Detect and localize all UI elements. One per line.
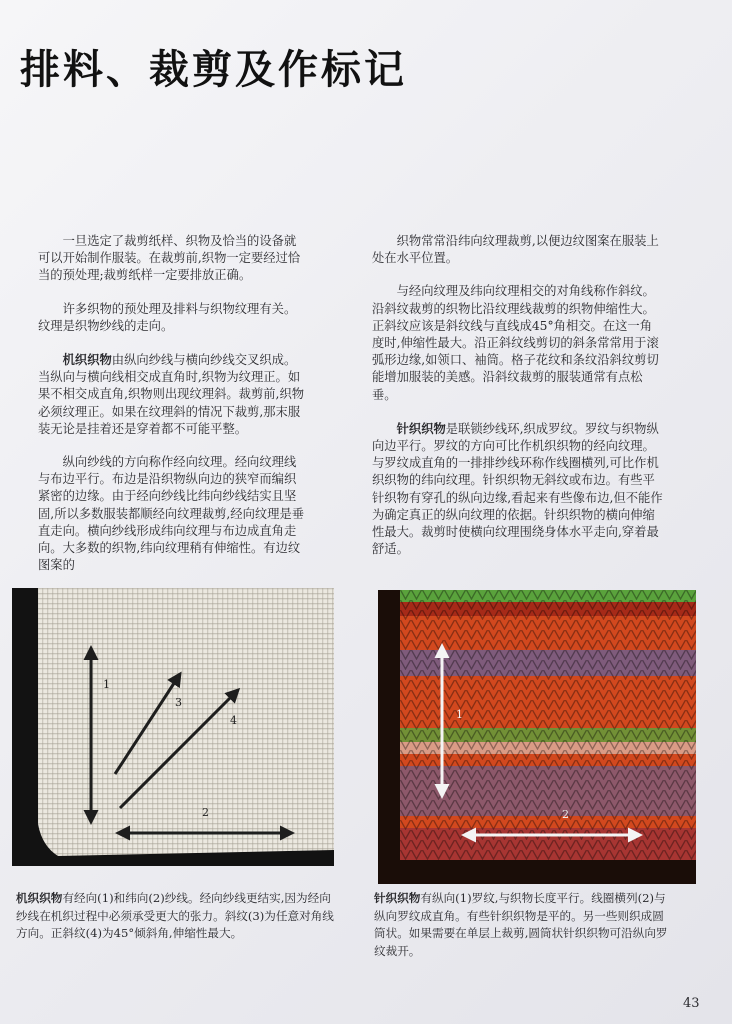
bias-paragraph: 与经向纹理及纬向纹理相交的对角线称作斜纹。沿斜纹裁剪的织物比沿纹理线裁剪的织物伸缩性大。正斜纹应该是斜纹线与直线成45°角相交。在这一角度时,伸缩性最大。沿正斜纹线剪切的斜条常常用于滚弧形边缘,如领口、袖筒。格子花纹和条纹沿斜纹剪切能增加服装的美感。沿斜纹裁剪的服装通常有点松垂。	[372, 284, 659, 402]
woven-caption-text: 有经向(1)和纬向(2)纱线。经向纱线更结实,因为经向纱线在机织过程中必须承受更大的张力。斜纹(3)为任意对角线方向。正斜纹(4)为45°倾斜角,伸缩性最大。	[16, 891, 334, 940]
woven-label-4: 4	[230, 714, 237, 727]
knit-paragraph	[372, 420, 664, 559]
knit-fabric-image	[378, 590, 696, 884]
lengthwise-paragraph: 纵向纱线的方向称作经向纹理。经向纹理线与布边平行。布边是沿织物纵向边的狭窄而编织紧密的边缘。由于经向纱线比纬向纱线结实且坚固,所以多数服装都顺经向纹理裁剪,经向纹理是垂直走向。横向纱线形成纬向纹理与布边成直角走向。大多数的织物,纬向纹理稍有伸缩性。有边纹图案的	[38, 455, 305, 573]
woven-label-3: 3	[175, 696, 182, 709]
knit-label-2: 2	[562, 808, 569, 821]
knit-caption	[374, 890, 670, 960]
woven-fabric-image	[12, 588, 334, 866]
knit-caption-text: 有纵向(1)罗纹,与织物长度平行。线圈横列(2)与纵向罗纹成直角。有些针织织物是平的。另一些则织成圆筒状。如果需要在单层上裁剪,圆筒状针织织物可沿纵向罗纹裁开。	[374, 891, 668, 958]
right-text-column	[372, 233, 664, 574]
knit-term: 针织织物	[396, 420, 446, 436]
border-print-paragraph: 织物常常沿纬向纹理裁剪,以便边纹图案在服装上处在水平位置。	[372, 234, 659, 266]
woven-label-2: 2	[202, 806, 209, 819]
knit-caption-term: 针织织物	[374, 891, 421, 905]
knit-label-1: 1	[456, 708, 463, 721]
woven-label-1: 1	[103, 678, 110, 691]
intro-paragraph: 一旦选定了裁剪纸样、织物及恰当的设备就可以开始制作服装。在裁剪前,织物一定要经过恰当的预处理;裁剪纸样一定要排放正确。	[38, 234, 301, 283]
woven-fabric-photo	[12, 588, 334, 866]
woven-caption	[16, 890, 338, 943]
woven-fabric-swatch	[38, 588, 334, 856]
page-number: 43	[683, 996, 700, 1011]
left-text-column	[38, 233, 306, 590]
woven-paragraph	[38, 351, 306, 438]
woven-text: 由纵向纱线与横向纱线交叉织成。当纵向与横向线相交成直角时,织物为纹理正。如果不相交成直角,织物则出现纹理斜。裁剪前,织物必须纹理正。如果在纹理斜的情况下裁剪,那末服装无论是挂着还是穿着都不可能平整。	[38, 353, 305, 436]
knit-text: 是联锁纱线环,织成罗纹。罗纹与织物纵向边平行。罗纹的方向可比作机织织物的经向纹理。与罗纹成直角的一排排纱线环称作线圈横列,可比作机织织物的纬向纹理。针织织物无斜纹或布边。有些平针织物有穿孔的纵向边缘,看起来有些像布边,但不能作为确定真正的纵向纹理的依据。针织织物的横向伸缩性最大。裁剪时使横向纹理围绕身体水平走向,穿着最舒适。	[372, 421, 663, 557]
page-title: 排料、裁剪及作标记	[20, 47, 407, 93]
knit-fabric-photo	[378, 590, 696, 884]
grain-paragraph: 许多织物的预处理及排料与织物纹理有关。纹理是织物纱线的走向。	[38, 301, 297, 333]
woven-caption-term: 机织织物	[16, 891, 63, 905]
woven-term: 机织织物	[62, 352, 112, 368]
